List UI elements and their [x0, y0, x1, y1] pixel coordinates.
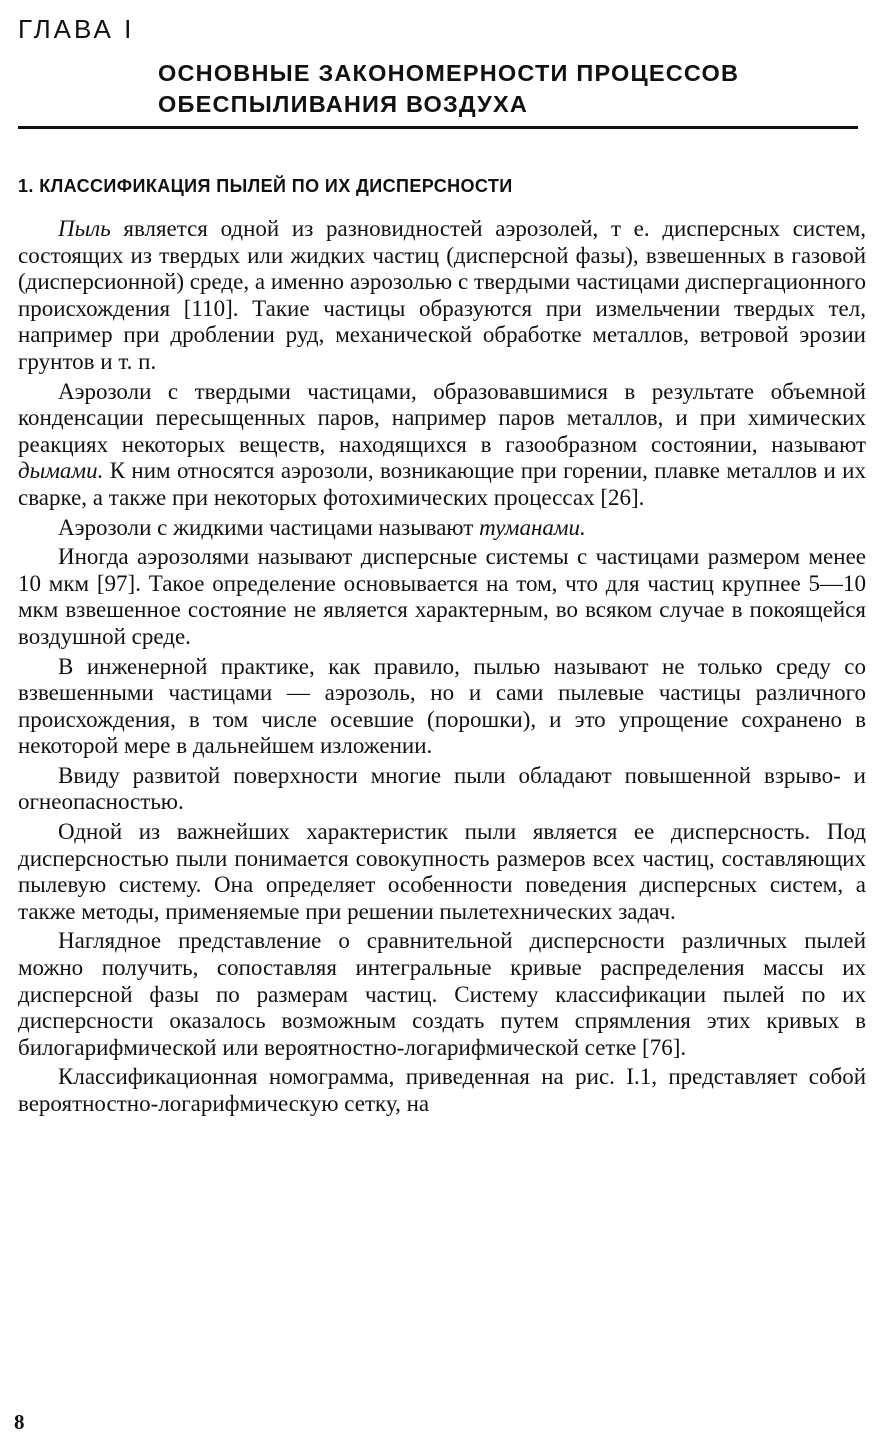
- paragraph-1-text: является одной из разновидностей аэрозолей, т е. дисперсных систем, состоящих из твердых или жидких частиц (дисперсной фазы), взвешенных в газовой (дисперсионной) среде, а именно аэрозолью с твердыми частицами диспергационного происхождения [110]. Такие частицы образуются при измельчении твердых тел, например при дроблении руд, механической обработке металлов, ветровой эрозии грунтов и т. п.: [18, 216, 866, 374]
- term-fogs: туманами.: [479, 514, 586, 540]
- paragraph-4: Иногда аэрозолями называют дисперсные системы с частицами размером менее 10 мкм [97]. Такое определение основывается на том, что для частиц крупнее 5—10 мкм взвешенное состояние не является характерным, во всяком случае в покоящейся воздушной среде.: [18, 544, 866, 649]
- paragraph-7: Одной из важнейших характеристик пыли является ее дисперсность. Под дисперсностью пыли понимается совокупность размеров всех частиц, составляющих пылевую систему. Она определяет особенности поведения дисперсных систем, а также методы, применяемые при решении пылетехнических задач.: [18, 819, 866, 924]
- body-text: [18, 216, 866, 1121]
- title-rule: [18, 126, 858, 129]
- paragraph-2-text-a: Аэрозоли с твердыми частицами, образовавшимися в результате объемной конденсации пересыщенных паров, например паров металлов, и при химических реакциях некоторых веществ, находящихся в газообразном состоянии, называют: [18, 378, 866, 457]
- paragraph-5: В инженерной практике, как правило, пылью называют не только среду со взвешенными частицами — аэрозоль, но и сами пылевые частицы различного происхождения, в том числе осевшие (порошки), и это упрощение сохранено в некоторой мере в дальнейшем изложении.: [18, 653, 866, 759]
- paragraph-2-text-b: К ним относятся аэрозоли, возникающие при горении, плавке металлов и их сварке, а также при некоторых фотохимических процессах [26].: [18, 458, 866, 510]
- paragraph-6: Ввиду развитой поверхности многие пыли обладают повышенной взрыво- и огнеопасностью.: [18, 762, 866, 815]
- paragraph-3-text: Аэрозоли с жидкими частицами называют: [58, 514, 480, 540]
- chapter-title-line-1: ОСНОВНЫЕ ЗАКОНОМЕРНОСТИ ПРОЦЕССОВ: [158, 60, 740, 86]
- paragraph-3: [18, 515, 866, 542]
- term-fumes: дымами.: [18, 458, 104, 484]
- paragraph-9: Классификационная номограмма, приведенная на рис. I.1, представляет собой вероятностно-логарифмическую сетку, на: [18, 1064, 866, 1116]
- section-heading: 1. КЛАССИФИКАЦИЯ ПЫЛЕЙ ПО ИХ ДИСПЕРСНОСТИ: [18, 176, 513, 196]
- chapter-title-line-2: ОБЕСПЫЛИВАНИЯ ВОЗДУХА: [158, 91, 529, 117]
- paragraph-2: [18, 379, 866, 512]
- paragraph-1: [18, 216, 866, 376]
- chapter-title: [158, 58, 858, 120]
- paragraph-8: Наглядное представление о сравнительной дисперсности различных пылей можно получить, сопоставляя интегральные кривые распределения массы их дисперсной фазы по размерам частиц. Систему классификации пылей по их дисперсности оказалось возможным создать путем спрямления этих кривых в билогарифмической или вероятностно-логарифмической сетке [76].: [18, 928, 866, 1060]
- page-number: 8: [14, 1410, 25, 1434]
- term-dust: Пыль: [58, 216, 111, 241]
- chapter-label: ГЛАВА I: [18, 14, 135, 44]
